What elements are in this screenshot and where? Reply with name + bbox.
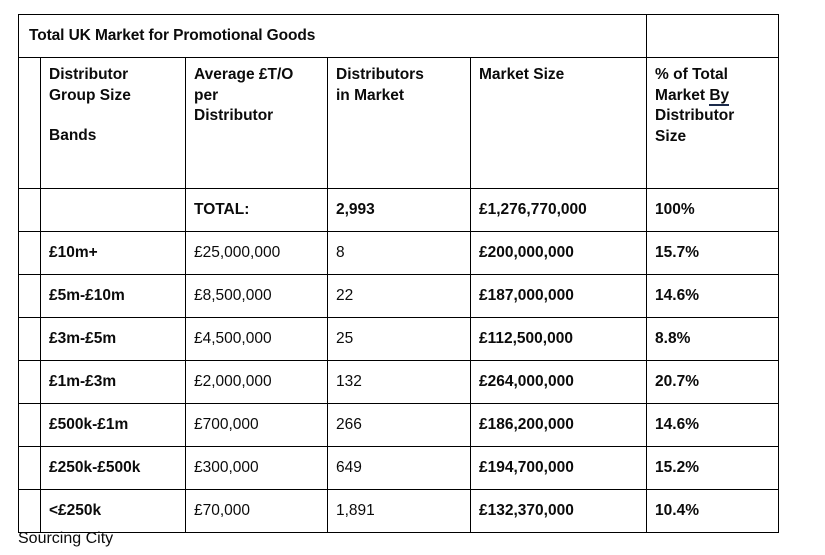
header-line: Market Size bbox=[479, 66, 565, 83]
cell-total-label: TOTAL: bbox=[186, 189, 328, 232]
cell-distributors: 649 bbox=[328, 447, 471, 490]
table-row-total bbox=[19, 189, 779, 232]
header-line: per bbox=[194, 86, 219, 104]
cell-band: £1m-£3m bbox=[41, 361, 186, 404]
table-header-row bbox=[19, 58, 779, 189]
cell-average: £70,000 bbox=[186, 490, 328, 533]
cell-band: <£250k bbox=[41, 490, 186, 533]
row-gutter-cell bbox=[19, 404, 41, 447]
cell-distributors: 2,993 bbox=[328, 189, 471, 232]
cell-percent: 15.2% bbox=[647, 447, 779, 490]
row-gutter-cell bbox=[19, 447, 41, 490]
header-line: in Market bbox=[336, 86, 405, 104]
header-line: Distributor bbox=[655, 107, 735, 125]
cell-average: £4,500,000 bbox=[186, 318, 328, 361]
cell-distributors: 25 bbox=[328, 318, 471, 361]
cell-band: £5m-£10m bbox=[41, 275, 186, 318]
table-title-row bbox=[19, 15, 779, 58]
cell-percent: 14.6% bbox=[647, 404, 779, 447]
row-gutter-cell bbox=[19, 490, 41, 533]
row-gutter-cell bbox=[19, 318, 41, 361]
table-source-caption: Sourcing City bbox=[18, 530, 114, 547]
cell-market-size: £132,370,000 bbox=[471, 490, 647, 533]
cell-average: £2,000,000 bbox=[186, 361, 328, 404]
cell-percent: 8.8% bbox=[647, 318, 779, 361]
cell-percent: 100% bbox=[647, 189, 779, 232]
cell-average: £700,000 bbox=[186, 404, 328, 447]
cell-market-size: £187,000,000 bbox=[471, 275, 647, 318]
cell-distributors: 22 bbox=[328, 275, 471, 318]
header-line: Group Size bbox=[49, 86, 131, 104]
cell-market-size: £194,700,000 bbox=[471, 447, 647, 490]
column-header-average-turnover-per-distributor bbox=[186, 58, 328, 189]
header-line: Average £T/O bbox=[194, 66, 294, 83]
header-gutter-cell bbox=[19, 58, 41, 189]
column-header-percent-of-total-market bbox=[647, 58, 779, 189]
table-row bbox=[19, 404, 779, 447]
table-title: Total UK Market for Promotional Goods bbox=[19, 15, 647, 58]
table-row bbox=[19, 318, 779, 361]
table-title-blank-cell bbox=[647, 15, 779, 58]
cell-average: £300,000 bbox=[186, 447, 328, 490]
cell-market-size: £112,500,000 bbox=[471, 318, 647, 361]
header-line: Distributor bbox=[49, 66, 129, 83]
header-line-text: Market bbox=[655, 86, 710, 104]
column-header-market-size bbox=[471, 58, 647, 189]
header-line: % of Total bbox=[655, 66, 728, 83]
row-gutter-cell bbox=[19, 275, 41, 318]
header-line-with-flagged-word bbox=[655, 86, 770, 107]
header-line: Size bbox=[655, 127, 687, 145]
cell-distributors: 1,891 bbox=[328, 490, 471, 533]
cell-band bbox=[41, 189, 186, 232]
table-row bbox=[19, 490, 779, 533]
cell-band: £250k-£500k bbox=[41, 447, 186, 490]
cell-market-size: £264,000,000 bbox=[471, 361, 647, 404]
cell-average: £25,000,000 bbox=[186, 232, 328, 275]
cell-band: £10m+ bbox=[41, 232, 186, 275]
header-spacer bbox=[49, 106, 177, 126]
cell-percent: 10.4% bbox=[647, 490, 779, 533]
row-gutter-cell bbox=[19, 189, 41, 232]
table-row bbox=[19, 275, 779, 318]
cell-distributors: 132 bbox=[328, 361, 471, 404]
grammar-flagged-word: By bbox=[709, 86, 730, 104]
cell-percent: 14.6% bbox=[647, 275, 779, 318]
cell-band: £3m-£5m bbox=[41, 318, 186, 361]
table-row bbox=[19, 232, 779, 275]
header-line: Distributors bbox=[336, 66, 424, 83]
cell-average: £8,500,000 bbox=[186, 275, 328, 318]
row-gutter-cell bbox=[19, 361, 41, 404]
cell-market-size: £200,000,000 bbox=[471, 232, 647, 275]
cell-band: £500k-£1m bbox=[41, 404, 186, 447]
column-header-distributor-group-size-bands bbox=[41, 58, 186, 189]
row-gutter-cell bbox=[19, 232, 41, 275]
cell-percent: 20.7% bbox=[647, 361, 779, 404]
header-line: Bands bbox=[49, 127, 97, 145]
cell-market-size: £1,276,770,000 bbox=[471, 189, 647, 232]
table-row bbox=[19, 447, 779, 490]
table-row bbox=[19, 361, 779, 404]
cell-market-size: £186,200,000 bbox=[471, 404, 647, 447]
cell-percent: 15.7% bbox=[647, 232, 779, 275]
market-table bbox=[18, 14, 779, 533]
cell-distributors: 8 bbox=[328, 232, 471, 275]
cell-distributors: 266 bbox=[328, 404, 471, 447]
column-header-distributors-in-market bbox=[328, 58, 471, 189]
header-line: Distributor bbox=[194, 107, 274, 125]
